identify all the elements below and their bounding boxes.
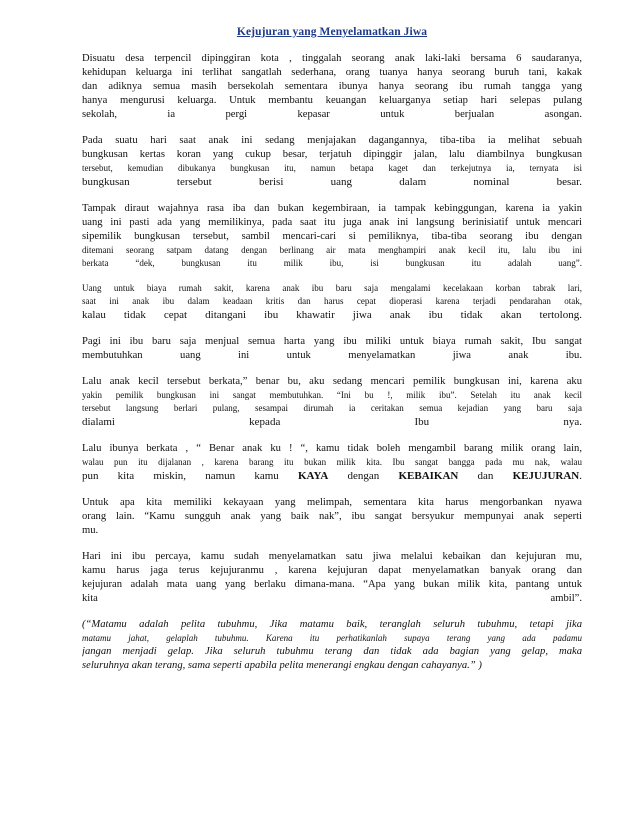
- text-line: kamu harus jaga terus kejujuranmu , karena kejujuran dapat menyelamatkan banyak orang dan: [82, 565, 582, 576]
- text-line: (“Matamu adalah pelita tubuhmu, Jika matamu baik, teranglah seluruh tubuhmu, tetapi jika: [82, 619, 582, 630]
- text-line: Pagi ini ibu baru saja menjual semua harta yang ibu miliki untuk biaya rumah sakit, Ibu sangat: [82, 336, 582, 347]
- text-line: bungkusan tersebut berisi uang dalam nominal besar.: [82, 176, 582, 188]
- text-line: yakin pemilik bungkusan ini sangat membutuhkan. “Ini bu !, milik ibu”. Setelah itu anak kecil: [82, 390, 582, 400]
- text-line: Tampak diraut wajahnya rasa iba dan bukan kegembiraan, ia tampak kebinggungan, karena ia yakin: [82, 203, 582, 214]
- text-line: walau pun itu dijalanan , karena barang itu bukan milik kita. Ibu sangat bangga pada mu nak, walau: [82, 457, 582, 467]
- text-line: ditemani seorang satpam datang dengan berlinang air mata menghampiri anak kecil itu, lalu ibu ini: [82, 245, 582, 255]
- text-line: sekolah, ia pergi kepasar untuk berjualan asongan.: [82, 109, 582, 120]
- text-line: Hari ini ibu percaya, kamu sudah menyelamatkan satu jiwa melalui kebaikan dan kejujuran mu,: [82, 551, 582, 562]
- text-line: Pada suatu hari saat anak ini sedang menjajakan dagangannya, tiba-tiba ia melihat sebuah: [82, 135, 582, 146]
- text-line: Disuatu desa terpencil dipinggiran kota , tinggalah seorang anak laki-laki bersama 6 saudaranya,: [82, 53, 582, 64]
- text-line: kalau tidak cepat ditangani ibu khawatir jiwa anak ibu tidak akan tertolong.: [82, 309, 582, 321]
- text-line: membutuhkan uang ini untuk menyelamatkan jiwa anak ibu.: [82, 350, 582, 361]
- text-line: berkata “dek, bungkusan itu milik ibu, isi bungkusan itu adalah uang”.: [82, 258, 582, 268]
- paragraph-7: [82, 442, 582, 484]
- paragraph-2: [82, 134, 582, 190]
- paragraph-8: [82, 496, 582, 538]
- text-line: pun kita miskin, namun kamu KAYA dengan KEBAIKAN dan KEJUJURAN.: [82, 470, 582, 482]
- text-line: dan adiknya semua masih bersekolah sementara ibunya hanya seorang ibu rumah tangga yang: [82, 81, 582, 92]
- document-page: [82, 26, 582, 685]
- text-line: jangan menjadi gelap. Jika seluruh tubuhmu terang dan tidak ada bagian yang gelap, maka: [82, 646, 582, 657]
- paragraph-5: [82, 335, 582, 363]
- text-line: orang lain. “Kamu sungguh anak yang baik nak”, ibu sangat bersyukur mempunyai anak seperti: [82, 511, 582, 522]
- paragraph-4: [82, 282, 582, 323]
- paragraph-1: [82, 52, 582, 122]
- paragraph-10-quote: [82, 618, 582, 673]
- text-line: bungkusan kertas koran yang cukup besar, terjatuh dipinggir jalan, lalu diambilnya bungkusan: [82, 149, 582, 160]
- text-line: Lalu ibunya berkata , “ Benar anak ku ! “, kamu tidak boleh mengambil barang milik orang lain,: [82, 443, 582, 454]
- text-line: seluruhnya akan terang, sama seperti apabila pelita menerangi engkau dengan cahayanya.” ): [82, 660, 482, 671]
- paragraph-9: [82, 550, 582, 606]
- text-line: hanya mengurusi keluarga. Untuk membantu keuangan keluarganya setiap hari selepas pulang: [82, 95, 582, 106]
- text-line: Untuk apa kita memiliki kekayaan yang melimpah, sementara kita harus mengorbankan nyawa: [82, 497, 582, 508]
- text-line: tersebut langsung berlari pulang, sesampai dirumah ia ceritakan semua kejadian yang baru saja: [82, 403, 582, 413]
- text-line: uang ini pasti ada yang memilikinya, pada saat itu juga anak ini langsung berinisiatif untuk mencari: [82, 217, 582, 228]
- paragraph-6: [82, 375, 582, 430]
- text-line: Lalu anak kecil tersebut berkata,” benar bu, aku sedang mencari pemilik bungkusan ini, karena aku: [82, 376, 582, 387]
- text-line: saat ini anak ibu dalam keadaan kritis dan harus cepat dioperasi karena terjadi pendarahan otak,: [82, 296, 582, 306]
- paragraph-3: [82, 202, 582, 270]
- document-title: Kejujuran yang Menyelamatkan Jiwa: [236, 26, 428, 38]
- text-line: sipemilik bungkusan tersebut, sambil mencari-cari si pemiliknya, tiba-tiba seorang ibu dengan: [82, 231, 582, 242]
- text-line: tersebut, kemudian dibukanya bungkusan itu, namun betapa kaget dan terkejutnya ia, ternyata isi: [82, 163, 582, 173]
- text-line: kita ambil”.: [82, 593, 582, 604]
- text-line: matamu jahat, gelaplah tubuhmu. Karena itu perhatikanlah supaya terang yang ada padamu: [82, 633, 582, 643]
- text-line: kehidupan keluarga ini terlihat sangatlah sederhana, orang tuanya hanya seorang buruh tani, kakak: [82, 67, 582, 78]
- text-line: Uang untuk biaya rumah sakit, karena anak ibu baru saja mengalami kecelakaan korban tabrak lari,: [82, 283, 582, 293]
- text-line: dialami kepada Ibu nya.: [82, 416, 582, 428]
- text-line: kejujuran adalah mata uang yang berlaku dimana-mana. “Apa yang bukan milik kita, pantang untuk: [82, 579, 582, 590]
- text-line: mu.: [82, 525, 99, 536]
